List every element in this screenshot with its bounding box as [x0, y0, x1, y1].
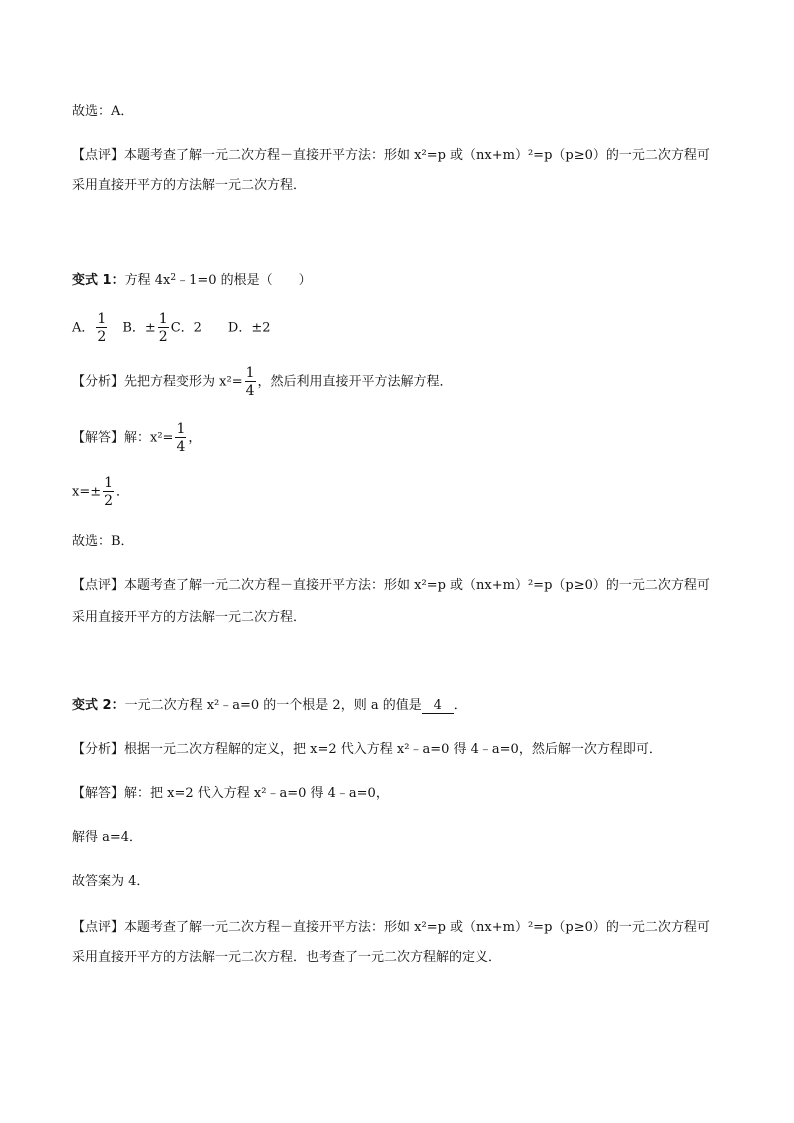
variant2-title: 变式 2：: [72, 698, 125, 713]
variant1-title: 变式 1：: [72, 273, 125, 288]
variant1-choice-answer: 故选：B．: [72, 534, 134, 549]
analysis-fraction: [245, 366, 256, 398]
solution-text-b: ，: [188, 430, 202, 446]
variant2-solution: [72, 784, 389, 804]
step-text-a: x=±: [72, 484, 102, 500]
analysis-text: 根据一元二次方程解的定义，把 x=2 代入方程 x²﹣a=0 得 4﹣a=0，然后解一次方程即可．: [124, 742, 662, 757]
option-cd: C．2 D．±2: [170, 320, 271, 336]
analysis-denominator: 4: [245, 383, 255, 399]
variant2-step: 解得 a=4．: [72, 830, 143, 845]
answer-blank: 4: [422, 699, 454, 714]
solution-fraction: [175, 422, 186, 454]
option-b-fraction: [158, 312, 169, 344]
variant1-comment: [72, 576, 710, 596]
comment-line: [72, 146, 710, 166]
analysis-text-a: 先把方程变形为 x²=: [124, 374, 243, 390]
solution-denominator: 4: [176, 439, 186, 455]
solution-numerator: 1: [176, 421, 186, 437]
comment-text: 本题考查了解一元二次方程－直接开平方法：形如 x²=p 或（nx+m）²=p（p≥0）的一元二次方程可: [124, 578, 710, 593]
comment-label: 【点评】: [72, 920, 125, 935]
comment-text: 本题考查了解一元二次方程－直接开平方法：形如 x²=p 或（nx+m）²=p（p≥0）的一元二次方程可: [124, 920, 710, 935]
variant1-question: [72, 268, 312, 291]
variant2-final-answer: 故答案为 4．: [72, 874, 150, 889]
comment-label: 【点评】: [72, 578, 125, 593]
variant1-step: [72, 476, 129, 508]
choice-answer-line: 故选：A．: [72, 104, 134, 119]
variant2-stem-b: ．: [453, 698, 467, 713]
variant2-analysis: [72, 740, 662, 760]
option-a-fraction: [96, 312, 107, 344]
option-b-numerator: 1: [158, 311, 168, 327]
solution-text-a: 解：x²=: [124, 430, 174, 446]
step-denominator: 2: [104, 493, 114, 509]
variant1-stem-a: 方程 4x: [124, 273, 171, 288]
option-a-denominator: 2: [97, 329, 107, 345]
variant1-stem-b: ﹣1=0 的根是（ ）: [176, 273, 312, 288]
variant2-comment: [72, 918, 710, 938]
option-b-denominator: 2: [158, 329, 168, 345]
solution-text: 解：把 x=2 代入方程 x²﹣a=0 得 4﹣a=0，: [124, 786, 389, 801]
comment-text: 本题考查了解一元二次方程－直接开平方法：形如 x²=p 或（nx+m）²=p（p≥0）的一元二次方程可: [124, 148, 710, 163]
analysis-label: 【分析】: [72, 742, 125, 757]
comment-label: 【点评】: [72, 148, 125, 163]
option-b-label: B．±: [109, 320, 156, 336]
analysis-label: 【分析】: [72, 374, 125, 390]
variant2-question: [72, 696, 467, 716]
option-a-numerator: 1: [97, 311, 107, 327]
step-text-b: ．: [116, 484, 130, 500]
variant1-options: [72, 312, 271, 344]
variant1-stem-sup: 2: [170, 273, 177, 283]
analysis-numerator: 1: [245, 365, 255, 381]
solution-label: 【解答】: [72, 430, 125, 446]
variant1-analysis: [72, 366, 453, 398]
solution-label: 【解答】: [72, 786, 125, 801]
variant1-comment-continued: 采用直接开平方的方法解一元二次方程．: [72, 610, 307, 625]
analysis-text-b: ，然后利用直接开平方法解方程．: [257, 374, 453, 390]
variant2-stem-a: 一元二次方程 x²﹣a=0 的一个根是 2，则 a 的值是: [124, 698, 422, 713]
step-fraction: [103, 476, 114, 508]
comment-line-continued: 采用直接开平方的方法解一元二次方程．: [72, 178, 307, 193]
variant1-solution: [72, 422, 201, 454]
step-numerator: 1: [104, 475, 114, 491]
variant2-comment-continued: 采用直接开平方的方法解一元二次方程．也考查了一元二次方程解的定义．: [72, 950, 502, 965]
option-a-label: A．: [72, 320, 95, 336]
